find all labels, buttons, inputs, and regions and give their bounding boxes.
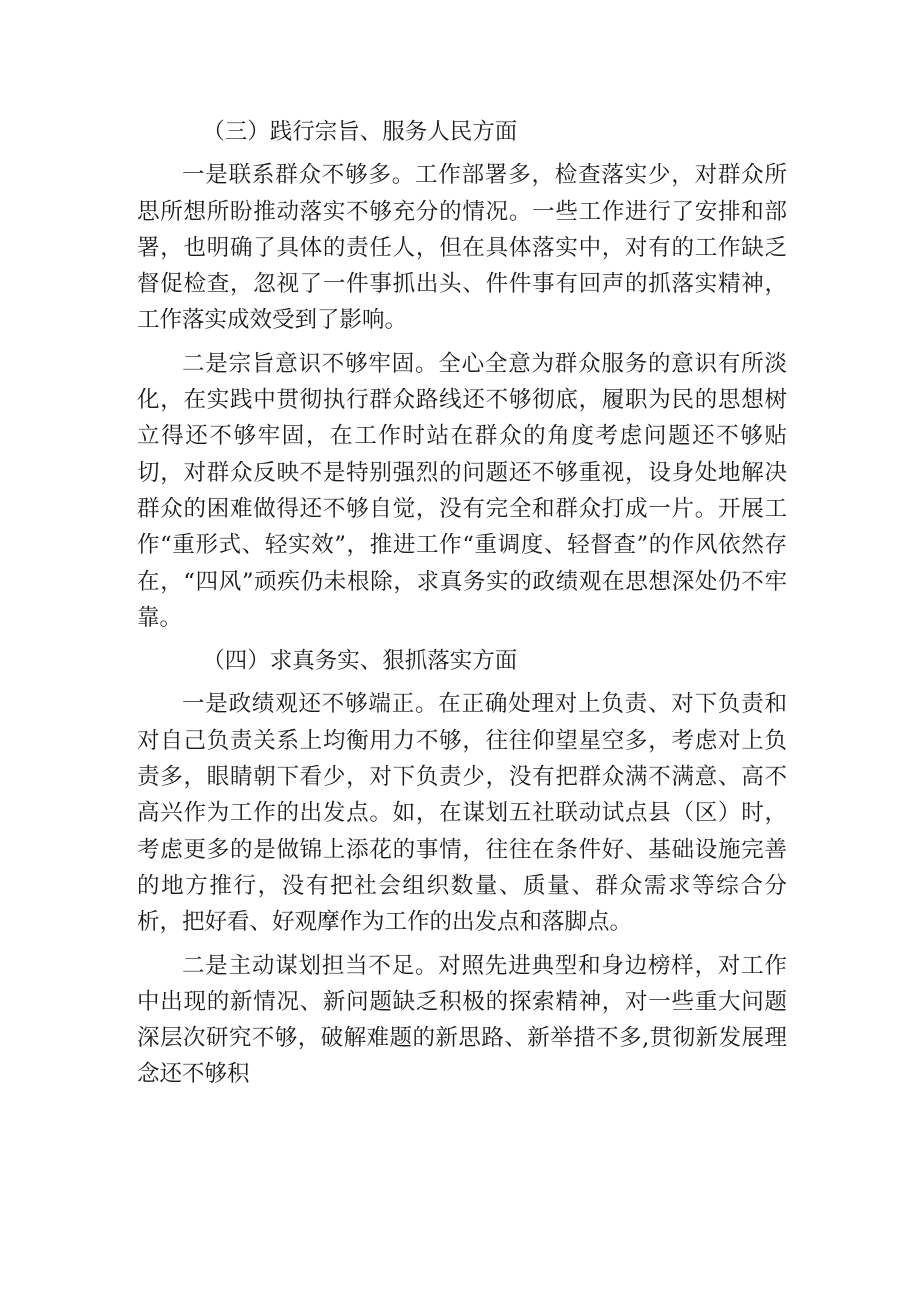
document-body [137, 114, 787, 1100]
paragraph-purpose-awareness: 二是宗旨意识不够牢固。全心全意为群众服务的意识有所淡化，在实践中贯彻执行群众路线还不够彻底，履职为民的思想树立得还不够牢固，在工作时站在群众的角度考虑问题还不够贴切，对群众反映不是特别强烈的问题还不够重视，设身处地解决群众的困难做得还不够自觉，没有完全和群众打成一片。开展工作“重形式、轻实效”，推进工作“重调度、轻督查”的作风依然存在，“四风”顽疾仍未根除，求真务实的政绩观在思想深处仍不牢靠。 [137, 350, 787, 631]
section-heading-4: （四）求真务实、狠抓落实方面 [202, 648, 518, 675]
section-heading-3: （三）践行宗旨、服务人民方面 [202, 119, 518, 145]
paragraph-achievement-view: 一是政绩观还不够端正。在正确处理对上负责、对下负责和对自己负责关系上均衡用力不够，往往仰望星空多，考虑对上负责多，眼睛朝下看少，对下负责少，没有把群众满不满意、高不高兴作为工作的出发点。如，在谋划五社联动试点县（区）时，考虑更多的是做锦上添花的事情，往往在条件好、基础设施完善的地方推行，没有把社会组织数量、质量、群众需求等综合分析，把好看、好观摩作为工作的出发点和落脚点。 [137, 691, 787, 936]
paragraph-contact-masses: 一是联系群众不够多。工作部署多，检查落实少，对群众所思所想所盼推动落实不够充分的情况。一些工作进行了安排和部署，也明确了具体的责任人，但在具体落实中，对有的工作缺乏督促检查，忽视了一件事抓出头、件件事有回声的抓落实精神，工作落实成效受到了影响。 [137, 162, 787, 334]
paragraph-initiative-planning: 二是主动谋划担当不足。对照先进典型和身边榜样，对工作中出现的新情况、新问题缺乏积极的探索精神，对一些重大问题深层次研究不够，破解难题的新思路、新举措不多,贯彻新发展理念还不够积 [137, 952, 787, 1088]
